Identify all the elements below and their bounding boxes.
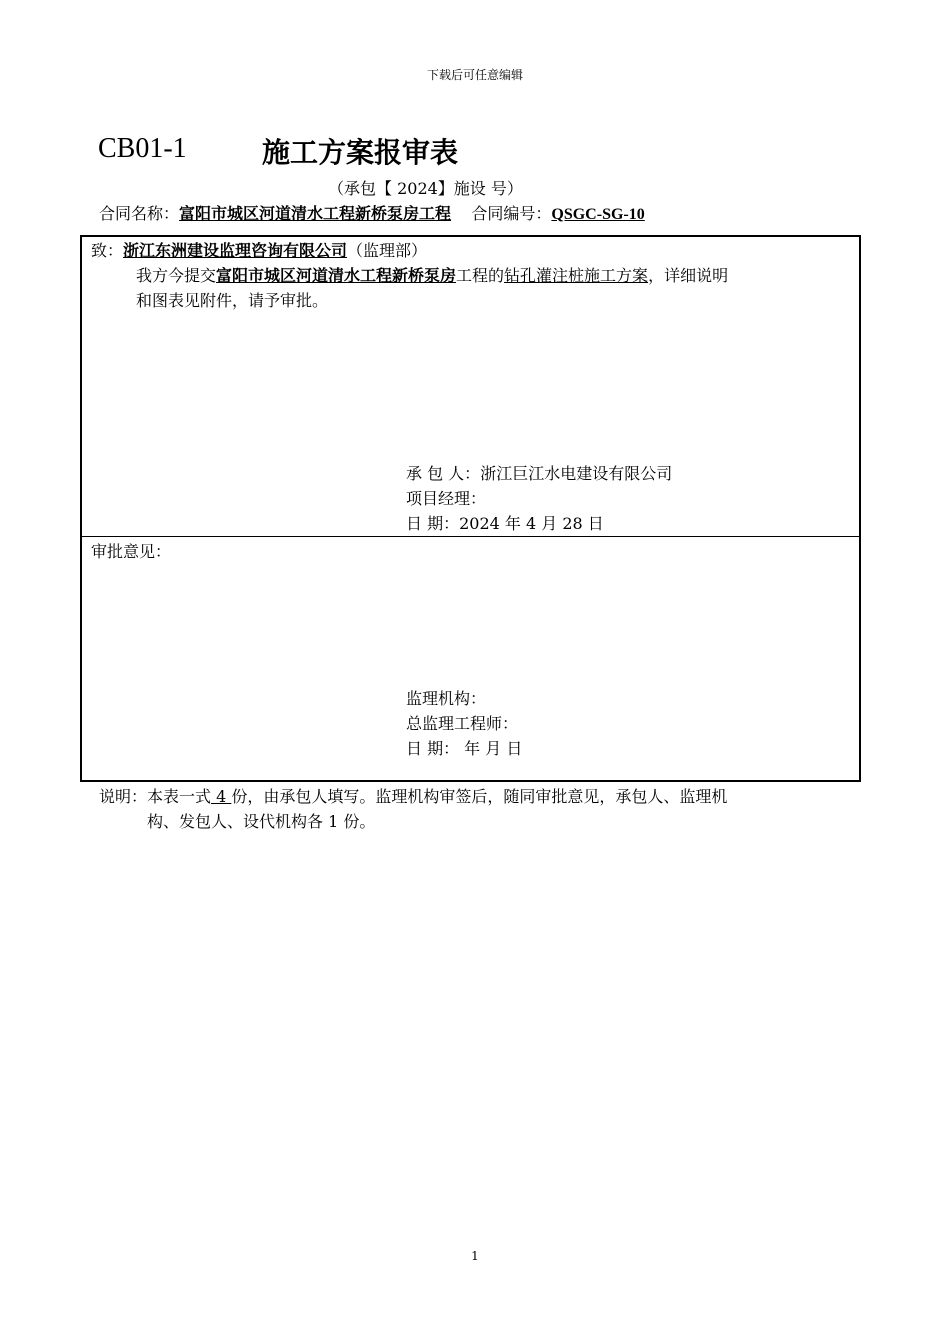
project-manager-label: 项目经理： <box>406 489 487 508</box>
body-prefix: 我方今提交 <box>136 266 217 285</box>
submission-date-line <box>406 511 604 536</box>
section-divider <box>82 536 859 537</box>
to-label: 致： <box>91 241 124 260</box>
form-title: 施工方案报审表 <box>262 136 459 169</box>
footer-line1 <box>99 784 727 809</box>
addressee-line <box>91 238 427 263</box>
chief-engineer-label: 总监理工程师： <box>406 714 519 733</box>
plan-name: 钻孔灌注桩施工方案 <box>504 266 649 285</box>
approval-opinion-label: 审批意见： <box>91 542 172 561</box>
footer-note <box>99 784 727 834</box>
page-number: 1 <box>471 1249 479 1263</box>
form-number: （承包【 2024】施设 号） <box>328 179 523 198</box>
submission-date: 2024 年 4 月 28 日 <box>459 514 604 533</box>
body-suffix: ，详细说明 <box>648 266 729 285</box>
submission-body-line2: 和图表见附件，请予审批。 <box>136 291 329 310</box>
contract-info <box>99 201 645 224</box>
footer-prefix: 说明：本表一式 <box>99 787 212 806</box>
supervisor-dept: （监理部） <box>347 241 428 260</box>
contractor-name: 浙江巨江水电建设有限公司 <box>480 464 673 483</box>
contractor-label: 承 包 人： <box>406 464 481 483</box>
supervision-agency-label: 监理机构： <box>406 689 487 708</box>
body-mid: 工程的 <box>456 266 505 285</box>
approval-date-line: 日 期： 年 月 日 <box>406 739 523 758</box>
footer-suffix: 份，由承包人填写。监理机构审签后，随同审批意见，承包人、监理机 <box>231 787 728 806</box>
submission-body-line1 <box>136 263 728 288</box>
contract-name: 富阳市城区河道清水工程新桥泵房工程 <box>179 204 452 223</box>
copies-count: 4 <box>211 787 232 806</box>
form-table <box>80 235 861 782</box>
footer-line2: 构、发包人、设代机构各 1 份。 <box>147 812 376 831</box>
form-code: CB01-1 <box>98 133 187 164</box>
contract-no-label: 合同编号： <box>471 204 552 223</box>
contractor-line <box>406 461 672 486</box>
header-note: 下载后可任意编辑 <box>426 68 523 82</box>
contract-name-label: 合同名称： <box>99 204 180 223</box>
contract-no: QSGC-SG-10 <box>551 206 645 223</box>
project-name: 富阳市城区河道清水工程新桥泵房 <box>216 266 457 285</box>
supervisor-org: 浙江东洲建设监理咨询有限公司 <box>123 241 348 260</box>
date-label: 日 期： <box>406 514 460 533</box>
